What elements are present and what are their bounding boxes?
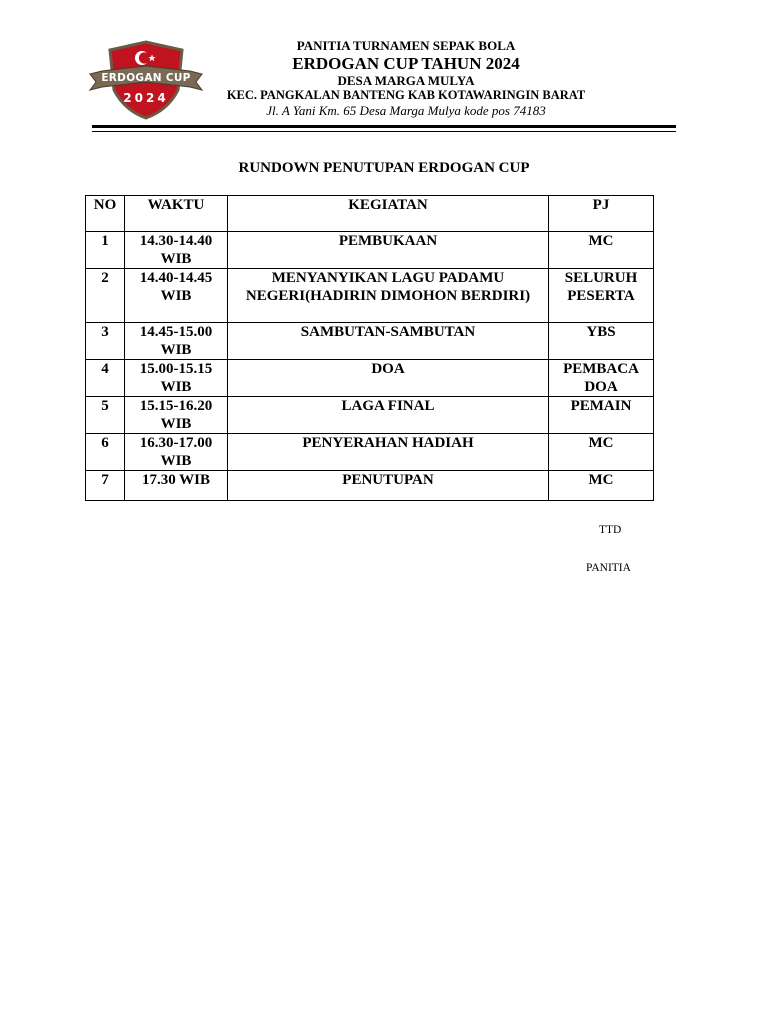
committee-name: PANITIA TURNAMEN SEPAK BOLA xyxy=(296,38,516,53)
cell-pj: MC xyxy=(549,434,654,471)
event-name: ERDOGAN CUP TAHUN 2024 xyxy=(292,54,520,73)
table-row xyxy=(86,471,654,501)
cell-pj: MC xyxy=(549,232,654,269)
cell-no: 7 xyxy=(86,471,125,501)
cell-waktu: 17.30 WIB xyxy=(125,471,228,501)
cell-pj: PEMBACA DOA xyxy=(549,360,654,397)
header-kegiatan: KEGIATAN xyxy=(228,196,549,232)
table-row xyxy=(86,397,654,434)
table-header-row xyxy=(86,196,654,232)
cell-no: 5 xyxy=(86,397,125,434)
header-divider-thin xyxy=(92,131,676,132)
letterhead xyxy=(200,38,612,119)
village-name: DESA MARGA MULYA xyxy=(337,73,475,88)
header-pj: PJ xyxy=(549,196,654,232)
cell-no: 3 xyxy=(86,323,125,360)
cell-no: 1 xyxy=(86,232,125,269)
logo-year-text: 2024 xyxy=(123,91,169,105)
header-waktu: WAKTU xyxy=(125,196,228,232)
logo-banner-text: ERDOGAN CUP xyxy=(101,72,191,84)
cell-kegiatan: MENYANYIKAN LAGU PADAMU NEGERI(HADIRIN DIMOHON BERDIRI) xyxy=(228,269,549,323)
header-divider-thick xyxy=(92,125,676,128)
cell-kegiatan: DOA xyxy=(228,360,549,397)
cell-waktu: 15.15-16.20 WIB xyxy=(125,397,228,434)
table-row xyxy=(86,323,654,360)
cell-pj: SELURUH PESERTA xyxy=(549,269,654,323)
cell-no: 6 xyxy=(86,434,125,471)
cell-pj: PEMAIN xyxy=(549,397,654,434)
cell-kegiatan: PEMBUKAAN xyxy=(228,232,549,269)
cell-waktu: 14.45-15.00 WIB xyxy=(125,323,228,360)
cell-waktu: 14.30-14.40 WIB xyxy=(125,232,228,269)
cell-pj: YBS xyxy=(549,323,654,360)
document-title: RUNDOWN PENUTUPAN ERDOGAN CUP xyxy=(238,160,530,176)
cell-waktu: 15.00-15.15 WIB xyxy=(125,360,228,397)
cell-pj: MC xyxy=(549,471,654,501)
cell-kegiatan: LAGA FINAL xyxy=(228,397,549,434)
cell-kegiatan: PENYERAHAN HADIAH xyxy=(228,434,549,471)
cell-kegiatan: SAMBUTAN-SAMBUTAN xyxy=(228,323,549,360)
erdogan-cup-logo xyxy=(88,38,204,120)
rundown-table xyxy=(85,195,654,501)
cell-kegiatan: PENUTUPAN xyxy=(228,471,549,501)
cell-waktu: 14.40-14.45 WIB xyxy=(125,269,228,323)
signature-signer: PANITIA xyxy=(586,562,631,574)
cell-waktu: 16.30-17.00 WIB xyxy=(125,434,228,471)
table-row xyxy=(86,232,654,269)
table-row xyxy=(86,360,654,397)
cell-no: 2 xyxy=(86,269,125,323)
table-row xyxy=(86,269,654,323)
header-no: NO xyxy=(86,196,125,232)
address: Jl. A Yani Km. 65 Desa Marga Mulya kode pos 74183 xyxy=(266,103,546,118)
cell-no: 4 xyxy=(86,360,125,397)
table-row xyxy=(86,434,654,471)
district-name: KEC. PANGKALAN BANTENG KAB KOTAWARINGIN BARAT xyxy=(226,88,586,102)
signature-ttd: TTD xyxy=(599,524,622,536)
